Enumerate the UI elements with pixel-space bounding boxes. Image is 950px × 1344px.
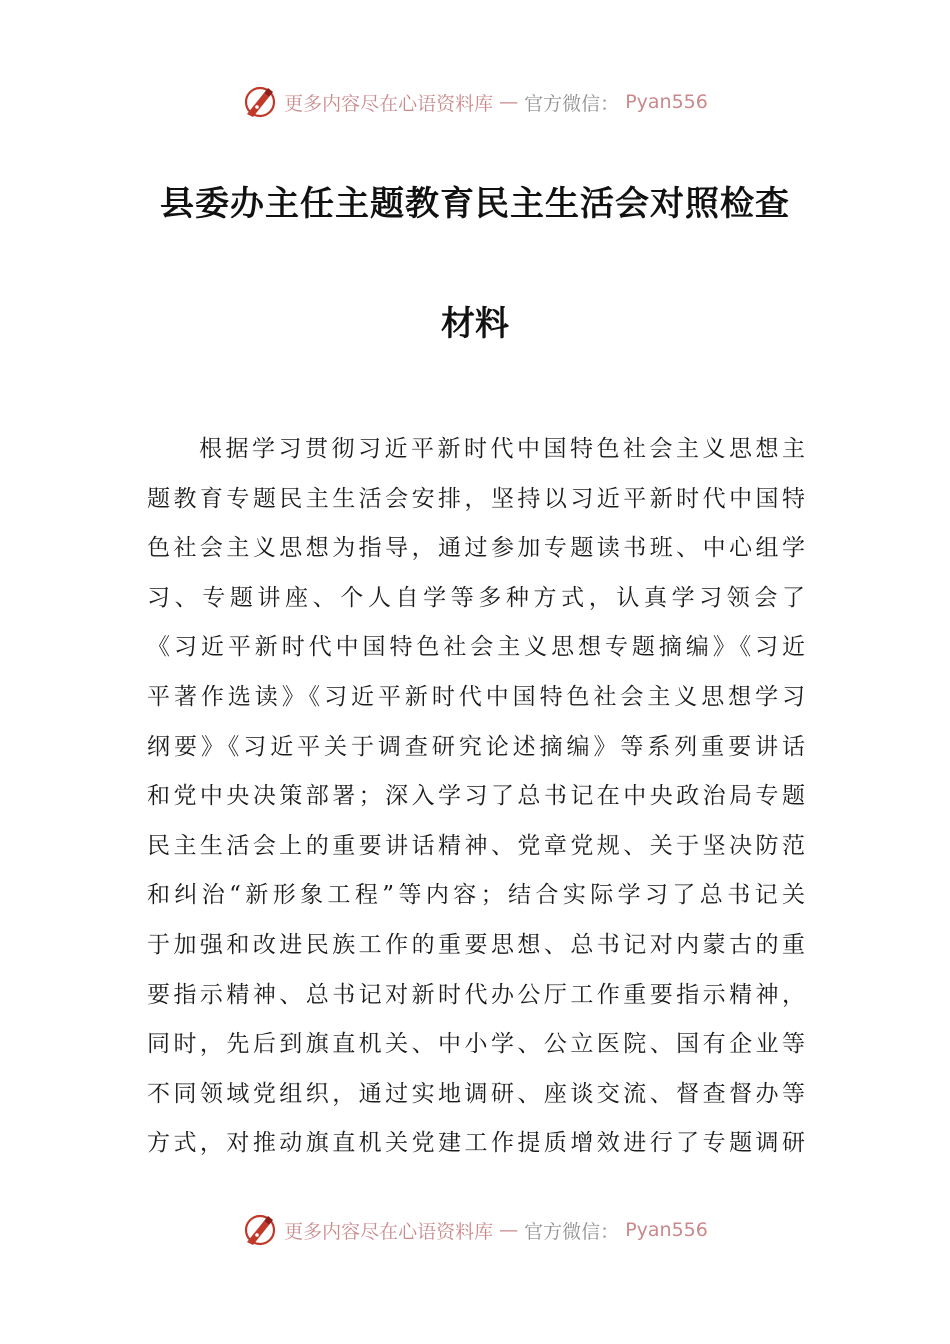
banner-dash: — (499, 91, 519, 113)
pen-nib-circle-logo-icon (242, 84, 278, 120)
banner-text: 更多内容尽在心语资料库 (284, 92, 494, 115)
body-line: 纲要》《习近平关于调查研究论述摘编》等系列重要讲话 (147, 733, 805, 760)
banner-dash: — (499, 1219, 519, 1241)
banner-wechat-label: 官方微信： (524, 92, 620, 115)
body-line: 于加强和改进民族工作的重要思想、总书记对内蒙古的重 (147, 931, 805, 958)
body-line: 方式，对推动旗直机关党建工作提质增效进行了专题调研 (147, 1130, 805, 1157)
body-line: 习、专题讲座、个人自学等多种方式，认真学习领会了 (147, 584, 805, 611)
pen-nib-circle-logo-icon (242, 1212, 278, 1248)
banner-text: 更多内容尽在心语资料库 (284, 1220, 494, 1243)
document-title-line-2: 材料 (441, 304, 509, 344)
footer-watermark-banner (0, 1210, 950, 1250)
body-line: 民主生活会上的重要讲话精神、党章党规、关于坚决防范 (147, 832, 805, 859)
body-line: 同时，先后到旗直机关、中小学、公立医院、国有企业等 (147, 1031, 805, 1058)
body-line: 色社会主义思想为指导，通过参加专题读书班、中心组学 (147, 535, 805, 562)
banner-wechat-id: Pyan556 (625, 1219, 708, 1241)
body-line: 和党中央决策部署；深入学习了总书记在中央政治局专题 (147, 783, 805, 810)
banner-wechat-id: Pyan556 (625, 91, 708, 113)
body-line: 要指示精神、总书记对新时代办公厅工作重要指示精神， (147, 981, 805, 1008)
header-watermark-banner (0, 82, 950, 122)
body-line: 平著作选读》《习近平新时代中国特色社会主义思想学习 (147, 683, 805, 710)
banner-wechat-label: 官方微信： (524, 1220, 620, 1243)
body-paragraph (147, 425, 805, 1169)
body-line: 《习近平新时代中国特色社会主义思想专题摘编》《习近 (147, 634, 805, 661)
body-line: 不同领域党组织，通过实地调研、座谈交流、督查督办等 (147, 1080, 805, 1107)
body-line: 根据学习贯彻习近平新时代中国特色社会主义思想主 (199, 436, 805, 462)
document-title-line-1: 县委办主任主题教育民主生活会对照检查 (160, 184, 790, 224)
body-line: 和纠治“新形象工程”等内容；结合实际学习了总书记关 (147, 882, 805, 909)
body-line: 题教育专题民主生活会安排，坚持以习近平新时代中国特 (147, 485, 805, 512)
